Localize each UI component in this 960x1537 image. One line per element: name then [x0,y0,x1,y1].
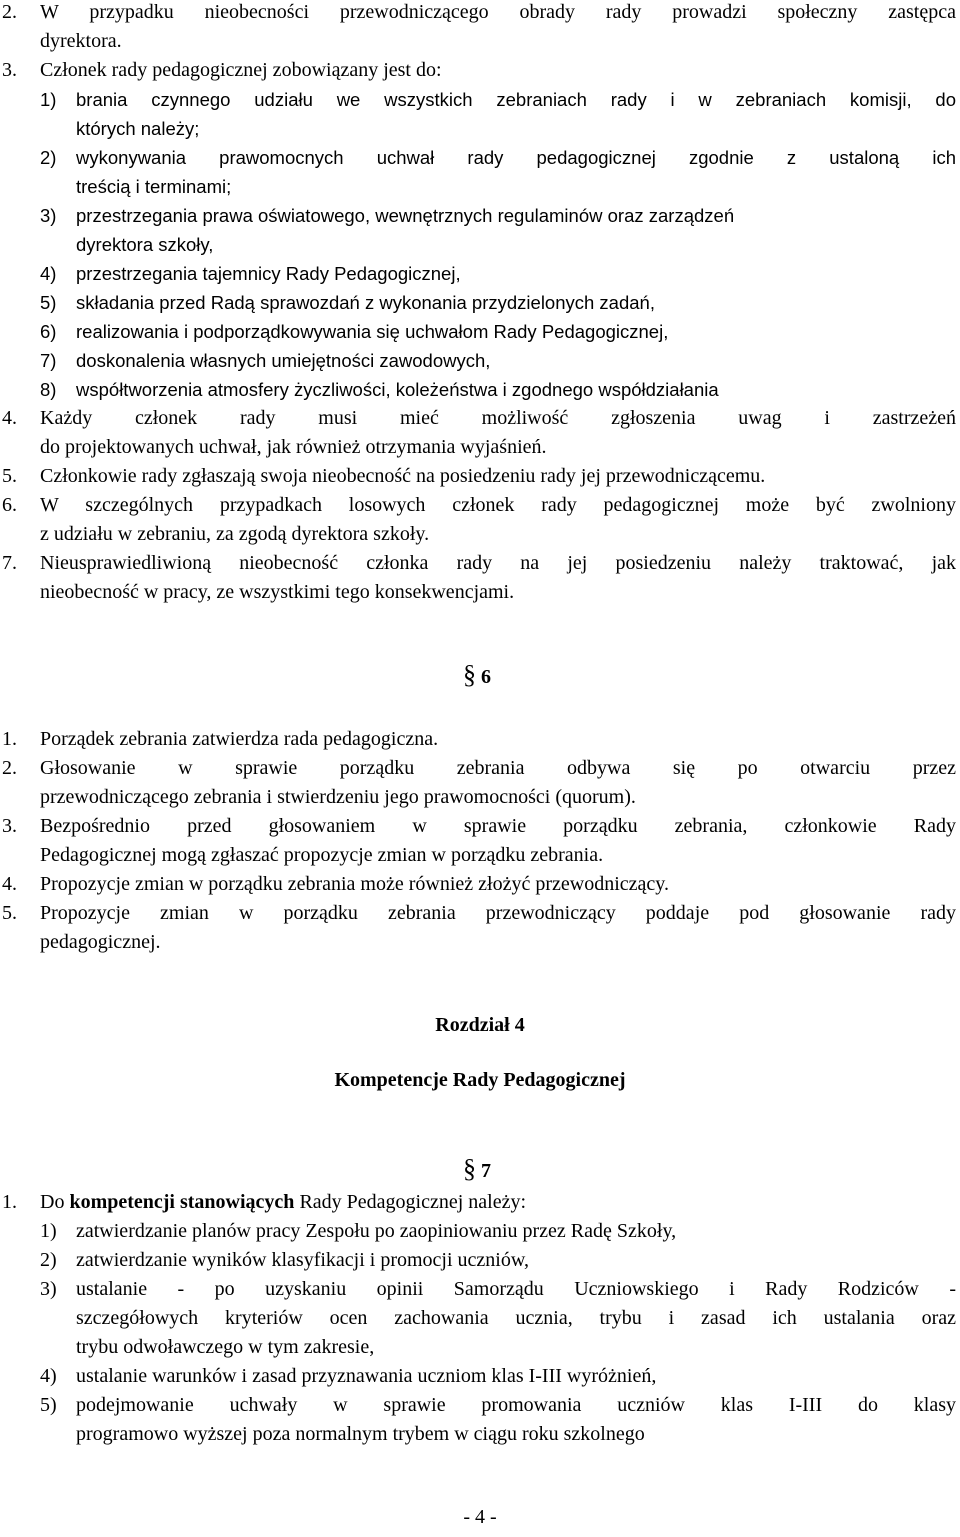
item-text-line: przewodniczącego zebrania i stwierdzeniu jego prawomocności (quorum). [40,786,636,808]
subitem-text-line: podejmowanie uchwały w sprawie promowania uczniów klas I-III do klasy [76,1394,956,1416]
item-text-line: Bezpośrednio przed głosowaniem w sprawie porządku zebrania, członkowie Rady [40,815,956,837]
item-number: 1. [2,728,17,750]
item-text-plain: Do [40,1191,70,1213]
item-number: 2. [2,757,17,779]
subitem-text-line: składania przed Radą sprawozdań z wykonania przydzielonych zadań, [76,292,655,313]
subitem-number: 1) [40,1220,57,1242]
item-text-line: Nieusprawiedliwioną nieobecność członka rady na jej posiedzeniu należy traktować, jak [40,552,956,574]
subitem-number: 2) [40,1249,57,1271]
subitem-text-line: których należy; [76,118,200,139]
chapter-subtitle: Kompetencje Rady Pedagogicznej [334,1069,626,1091]
subitem-text-line: brania czynnego udziału we wszystkich zebraniach rady i w zebraniach komisji, do [76,89,956,110]
section-number: 6 [481,666,491,688]
item-number: 2. [2,1,17,23]
item-text-line: z udziału w zebraniu, za zgodą dyrektora szkoły. [40,523,430,545]
subitem-number: 3) [40,205,57,226]
subitem-text-line: szczegółowych kryteriów ocen zachowania ucznia, trybu i zasad ich ustalania oraz [76,1307,956,1329]
subitem-number: 5) [40,292,57,313]
item-number: 7. [2,552,17,574]
page-number: - 4 - [463,1506,497,1528]
subitem-text-line: ustalanie - po uzyskaniu opinii Samorządu Uczniowskiego i Rady Rodziców - [76,1278,956,1300]
subitem-number: 4) [40,1365,57,1387]
subitem-text-line: zatwierdzanie planów pracy Zespołu po zaopiniowaniu przez Radę Szkoły, [76,1220,677,1242]
subitem-text-line: programowo wyższej poza normalnym trybem w ciągu roku szkolnego [76,1423,645,1445]
subitem-number: 6) [40,321,57,342]
item-text-line: do projektowanych uchwał, jak również otrzymania wyjaśnień. [40,436,547,458]
section-number: 7 [481,1160,491,1182]
subitem-text-line: ustalanie warunków i zasad przyznawania uczniom klas I-III wyróżnień, [76,1365,657,1387]
section-sign: § [463,660,476,689]
item-text-line: Członek rady pedagogicznej zobowiązany jest do: [40,59,442,81]
item-text-line: Głosowanie w sprawie porządku zebrania odbywa się po otwarciu przez [40,757,956,779]
item-text-line: nieobecność w pracy, ze wszystkimi tego konsekwencjami. [40,581,515,603]
subitem-text-line: zatwierdzanie wyników klasyfikacji i promocji uczniów, [76,1249,529,1271]
item-number: 3. [2,815,17,837]
item-text-line: pedagogicznej. [40,931,161,953]
subitem-number: 7) [40,350,57,371]
item-number: 1. [2,1191,17,1213]
item-number: 4. [2,873,17,895]
item-number: 4. [2,407,17,429]
item-text-line: Propozycje zmian w porządku zebrania może również złożyć przewodniczący. [40,873,669,895]
subitem-text-line: współtworzenia atmosfery życzliwości, koleżeństwa i zgodnego współdziałania [76,379,719,400]
item-text-line: Propozycje zmian w porządku zebrania przewodniczący poddaje pod głosowanie rady [40,902,956,924]
subitem-text-line: przestrzegania tajemnicy Rady Pedagogicznej, [76,263,461,284]
subitem-number: 4) [40,263,57,284]
item-text-bold: kompetencji stanowiących [69,1191,295,1213]
item-text-plain: Rady Pedagogicznej należy: [294,1191,527,1213]
item-number: 3. [2,59,17,81]
item-text-line: Każdy członek rady musi mieć możliwość zgłoszenia uwag i zastrzeżeń [40,407,956,429]
subitem-text-line: dyrektora szkoły, [76,234,214,255]
item-text-line: Pedagogicznej mogą zgłaszać propozycje zmian w porządku zebrania. [40,844,604,866]
section-sign: § [463,1154,476,1183]
item-text-line: Porządek zebrania zatwierdza rada pedagogiczna. [40,728,439,750]
subitem-number: 8) [40,379,57,400]
subitem-number: 3) [40,1278,57,1300]
subitem-number: 2) [40,147,57,168]
item-text-line: W szczególnych przypadkach losowych członek rady pedagogicznej może być zwolniony [40,494,956,516]
item-text-line [40,1188,526,1217]
item-number: 5. [2,902,17,924]
section-heading [463,660,491,692]
chapter-title: Rozdział 4 [435,1014,525,1036]
subitem-number: 5) [40,1394,57,1416]
subitem-text-line: przestrzegania prawa oświatowego, wewnętrznych regulaminów oraz zarządzeń [76,205,735,226]
item-number: 6. [2,494,17,516]
subitem-text-line: realizowania i podporządkowywania się uchwałom Rady Pedagogicznej, [76,321,669,342]
section-heading [463,1154,491,1186]
item-text-line: Członkowie rady zgłaszają swoja nieobecność na posiedzeniu rady jej przewodniczącemu. [40,465,766,487]
subitem-text-line: treścią i terminami; [76,176,232,197]
subitem-text-line: trybu odwoławczego w tym zakresie, [76,1336,375,1358]
item-text-line: W przypadku nieobecności przewodniczącego obrady rady prowadzi społeczny zastępca [40,1,956,23]
subitem-text-line: wykonywania prawomocnych uchwał rady pedagogicznej zgodnie z ustaloną ich [76,147,956,168]
item-text-line: dyrektora. [40,30,122,52]
item-number: 5. [2,465,17,487]
subitem-text-line: doskonalenia własnych umiejętności zawodowych, [76,350,491,371]
subitem-number: 1) [40,89,57,110]
